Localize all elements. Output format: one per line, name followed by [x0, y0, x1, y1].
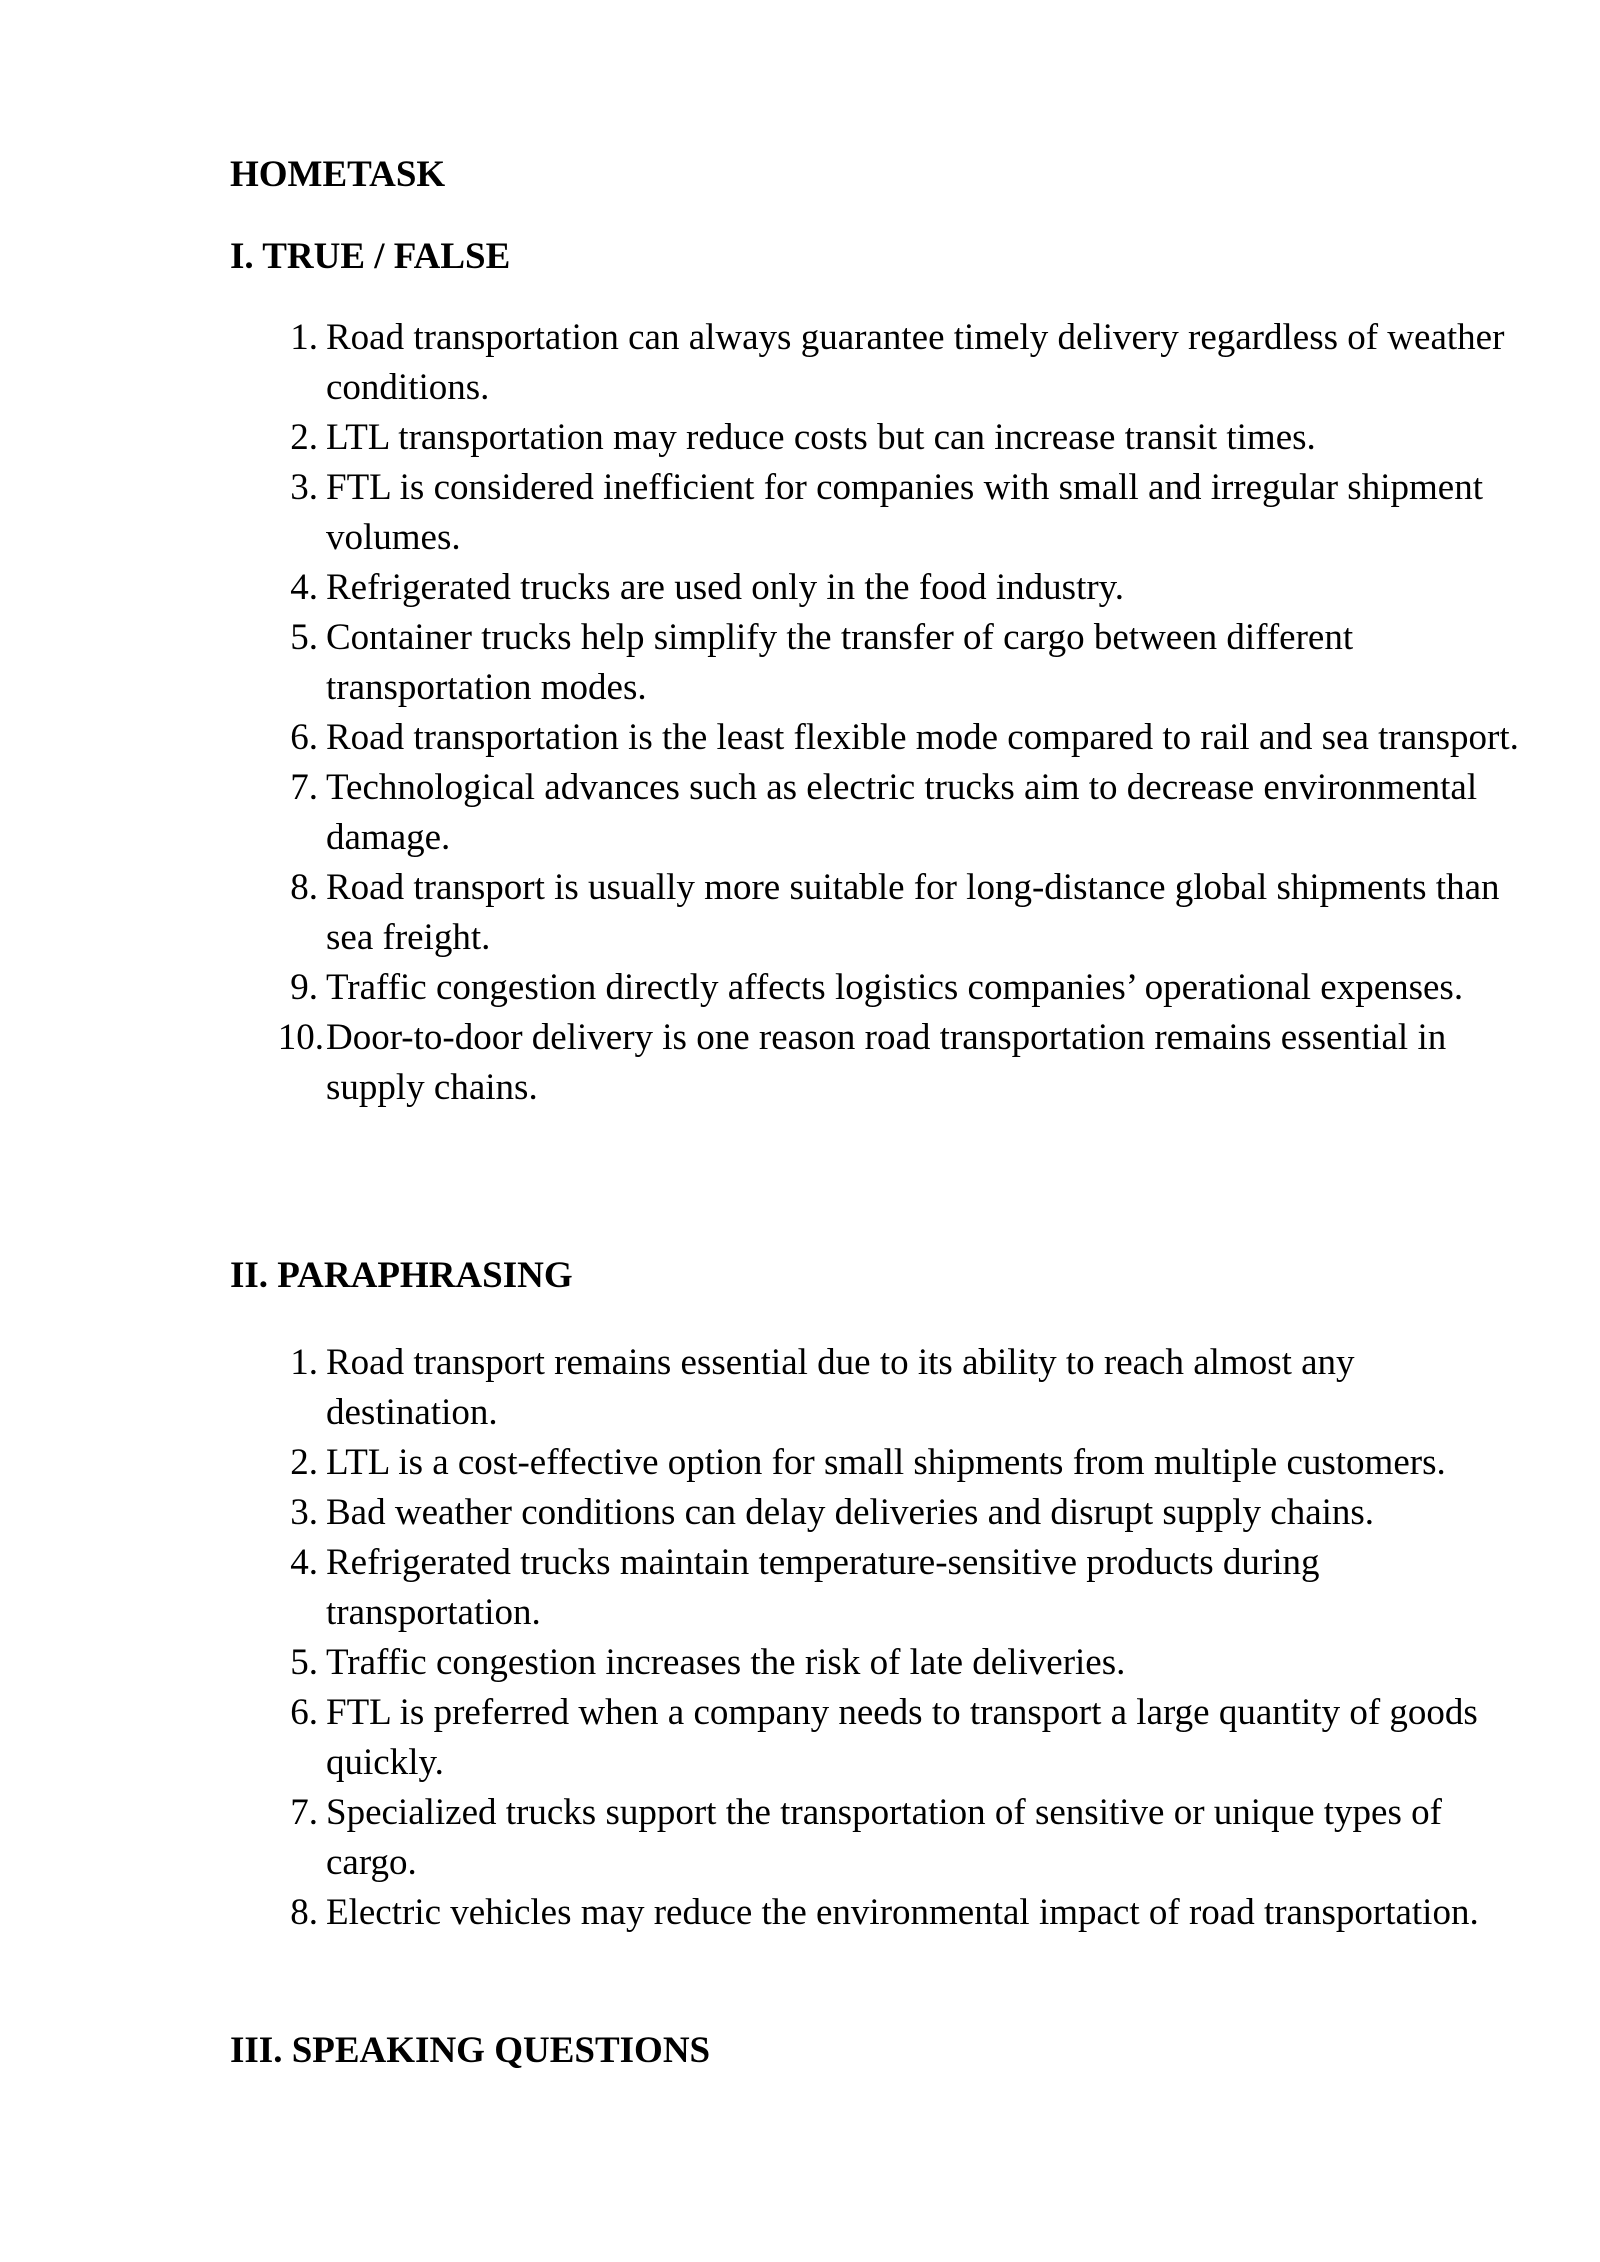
list-item-number: 4. [290, 1542, 318, 1583]
list-item-text: FTL is considered inefficient for companies with small and irregular shipment volumes. [326, 467, 1483, 558]
list-item-text: Container trucks help simplify the transfer of cargo between different transportation modes. [326, 617, 1354, 708]
list-item-number: 6. [290, 1692, 318, 1733]
list-item-text: LTL is a cost-effective option for small shipments from multiple customers. [326, 1442, 1446, 1483]
section-heading-paraphrasing: II. PARAPHRASING [230, 1255, 573, 1296]
list-item [230, 613, 1530, 713]
list-item-text: Traffic congestion directly affects logistics companies’ operational expenses. [326, 967, 1464, 1008]
list-item-text: Refrigerated trucks are used only in the food industry. [326, 567, 1125, 608]
list-item-text: LTL transportation may reduce costs but can increase transit times. [326, 417, 1316, 458]
list-item-number: 6. [290, 717, 318, 758]
list-item [230, 413, 1530, 463]
list-item-number: 7. [290, 767, 318, 808]
list-item-number: 3. [290, 1492, 318, 1533]
list-item [230, 1888, 1530, 1938]
list-item-text: Road transportation is the least flexible mode compared to rail and sea transport. [326, 717, 1519, 758]
list-item [230, 1638, 1530, 1688]
list-item-text: FTL is preferred when a company needs to transport a large quantity of goods quickly. [326, 1692, 1478, 1783]
list-item [230, 463, 1530, 563]
list-item-number: 1. [290, 1342, 318, 1383]
list-item-number: 9. [290, 967, 318, 1008]
list-item-number: 2. [290, 1442, 318, 1483]
list-item [230, 1688, 1530, 1788]
list-item [230, 1788, 1530, 1888]
list-item-number: 4. [290, 567, 318, 608]
list-item [230, 1438, 1530, 1488]
list-item-number: 1. [290, 317, 318, 358]
list-item-number: 8. [290, 867, 318, 908]
true-false-list [230, 313, 1530, 1113]
list-item-number: 10. [277, 1017, 324, 1058]
list-item-text: Refrigerated trucks maintain temperature-sensitive products during transportation. [326, 1542, 1320, 1633]
list-item-number: 5. [290, 617, 318, 658]
list-item-text: Specialized trucks support the transportation of sensitive or unique types of cargo. [326, 1792, 1442, 1883]
list-item [230, 713, 1530, 763]
list-item [230, 1488, 1530, 1538]
list-item [230, 1013, 1530, 1113]
list-item-text: Road transport is usually more suitable for long-distance global shipments than sea freight. [326, 867, 1500, 958]
document-title: HOMETASK [230, 154, 446, 195]
list-item [230, 1538, 1530, 1638]
list-item [230, 563, 1530, 613]
list-item-text: Door-to-door delivery is one reason road transportation remains essential in supply chains. [326, 1017, 1447, 1108]
paraphrasing-list [230, 1338, 1530, 1938]
list-item-number: 5. [290, 1642, 318, 1683]
list-item-number: 2. [290, 417, 318, 458]
list-item-text: Technological advances such as electric trucks aim to decrease environmental damage. [326, 767, 1478, 858]
section-heading-true-false: I. TRUE / FALSE [230, 236, 511, 277]
list-item-text: Road transport remains essential due to its ability to reach almost any destination. [326, 1342, 1355, 1433]
list-item [230, 1338, 1530, 1438]
list-item-number: 8. [290, 1892, 318, 1933]
list-item [230, 313, 1530, 413]
section-heading-speaking-questions: III. SPEAKING QUESTIONS [230, 2030, 711, 2071]
list-item-number: 7. [290, 1792, 318, 1833]
list-item-text: Traffic congestion increases the risk of late deliveries. [326, 1642, 1126, 1683]
list-item-text: Road transportation can always guarantee timely delivery regardless of weather conditions. [326, 317, 1505, 408]
list-item [230, 763, 1530, 863]
list-item-text: Bad weather conditions can delay deliveries and disrupt supply chains. [326, 1492, 1375, 1533]
list-item-number: 3. [290, 467, 318, 508]
list-item [230, 963, 1530, 1013]
list-item-text: Electric vehicles may reduce the environmental impact of road transportation. [326, 1892, 1479, 1933]
list-item [230, 863, 1530, 963]
